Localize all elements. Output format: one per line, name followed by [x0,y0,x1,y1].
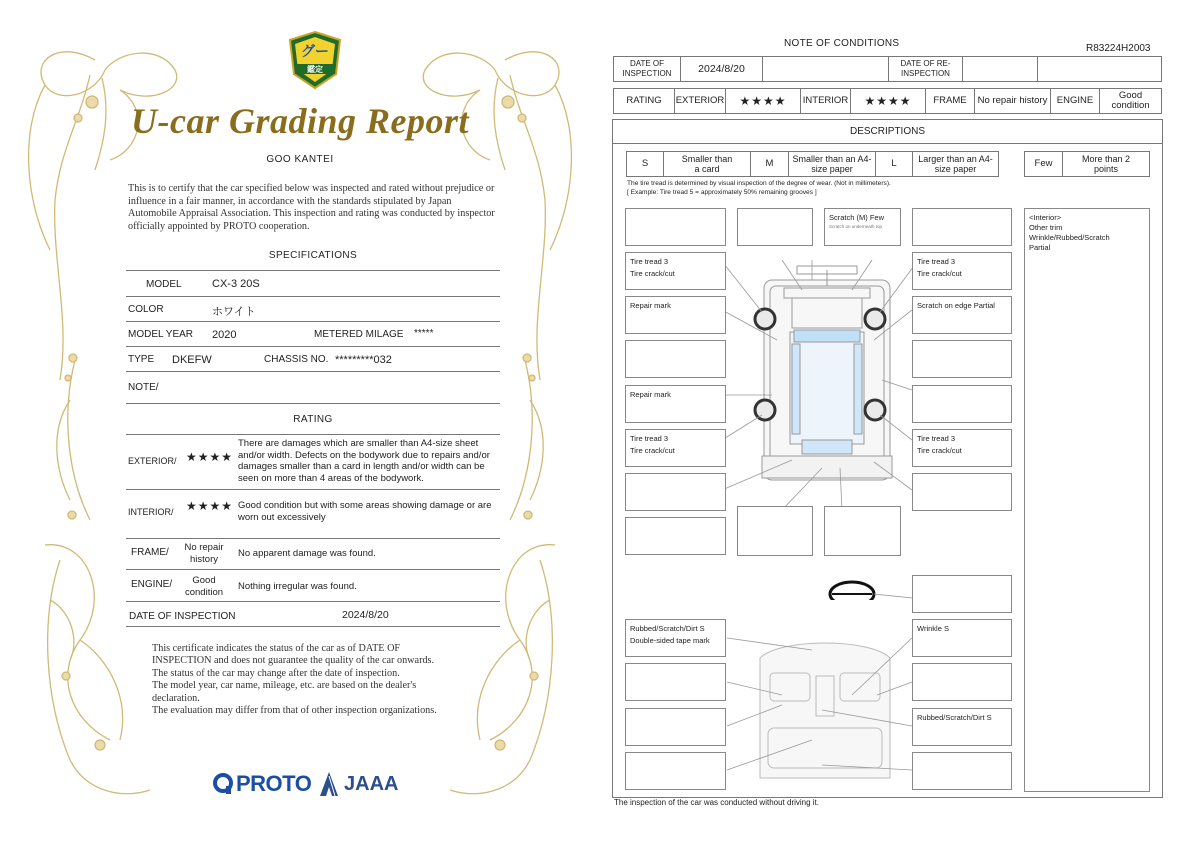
date-blank [762,56,889,82]
color-label: COLOR [128,304,164,315]
divider [126,601,500,602]
engine-value: Good condition [184,575,224,598]
desc-box-left-tire-rear [625,429,726,467]
desc-box-top-left [625,208,726,246]
exterior-stars: ★★★★ [186,450,234,464]
frame-value: No repair history [184,542,224,565]
interior-stars: ★★★★ [186,499,234,513]
interior-description: Good condition but with some areas showing damage or are worn out excessively [238,500,492,523]
int-right-wrinkle: Wrinkle S [917,624,949,633]
disclaimer [152,643,482,717]
legend-text-s: Smaller than a card [663,151,751,177]
desc-box-top-center-text: Scratch (M) Few [829,213,885,222]
left-tire-front-crack: Tire crack/cut [630,268,675,278]
legend-text-m: Smaller than an A4-size paper [788,151,876,177]
divider [126,270,500,271]
proto-logo-text: PROTO [236,771,312,796]
interior-leader-lines [612,600,1032,800]
note-title: NOTE OF CONDITIONS [784,38,900,49]
legend-key-s: S [626,151,664,177]
exterior-label: EXTERIOR/ [128,456,177,466]
interior-notes [1025,209,1149,257]
divider [126,346,500,347]
desc-box-top-center [824,208,901,246]
divider [126,538,500,539]
date-of-inspection-label: DATE OF INSPECTION [613,56,681,82]
left-repair-mark-1: Repair mark [630,301,671,310]
right-tire-rear-tread: Tire tread 3 [917,434,956,443]
interior-label: INTERIOR [800,88,851,114]
legend-key-l: L [875,151,913,177]
exterior-description: There are damages which are smaller than A4-size sheet and/or width. Defects on the bodywork due to repairs and/or damages smaller than a card in length and/or width can be seen on more than 4 areas of the bodywork. [238,438,490,484]
interior-stars: ★★★★ [850,88,926,114]
note-label: NOTE/ [128,382,159,393]
chassis-label: CHASSIS NO. [264,354,329,365]
desc-box-right-tire-front [912,252,1012,290]
left-tire-rear-crack: Tire crack/cut [630,445,675,455]
model-year-value: 2020 [212,329,237,341]
model-year-label: MODEL YEAR [128,329,194,340]
date-of-inspection-value: 2024/8/20 [680,56,763,82]
desc-box-right-scratch-edge [912,296,1012,334]
badge-text-top: グー [301,43,329,59]
descriptions-heading: DESCRIPTIONS [849,126,925,137]
int-left-tape-mark: Double-sided tape mark [630,635,710,645]
rating-label: RATING [613,88,675,114]
divider [126,371,500,372]
desc-box-top-center-subtext: Scratch on underneath top [829,223,883,229]
disclaimer-line: INSPECTION and does not guarantee the quality of the car onwards. [152,655,435,667]
desc-box-left-empty-3 [625,473,726,511]
disclaimer-line: The status of the car may change after the date of inspection. [152,667,400,679]
right-scratch-edge: Scratch on edge Partial [917,301,995,310]
proto-logo [212,770,311,798]
goo-kantei-badge [286,30,344,90]
divider [126,321,500,322]
divider [126,434,500,435]
disclaimer-line: declaration. [152,692,200,704]
left-tire-rear-tread: Tire tread 3 [630,434,669,443]
left-tire-front-tread: Tire tread 3 [630,257,669,266]
reinspection-value [962,56,1038,82]
engine-description: Nothing irregular was found. [238,581,357,592]
report-title: U-car Grading Report [130,101,469,141]
type-label: TYPE [128,354,155,365]
interior-label: INTERIOR/ [128,507,174,517]
reinspection-blank [1037,56,1162,82]
right-tire-front-tread: Tire tread 3 [917,257,956,266]
legend-text-few: More than 2 points [1062,151,1150,177]
int-left-rubbed: Rubbed/Scratch/Dirt S [630,624,705,633]
divider [126,403,500,404]
type-value: DKEFW [172,354,212,366]
interior-notes-line: Other trim [1029,223,1063,232]
legend-key-few: Few [1024,151,1063,177]
engine-label: ENGINE/ [131,579,173,590]
disclaimer-line: The model year, car name, mileage, etc. are based on the dealer's [152,680,417,692]
legend-text-l: Larger than an A4-size paper [912,151,999,177]
right-tire-rear-crack: Tire crack/cut [917,445,962,455]
metered-mileage-value: ***** [414,328,434,339]
footer-note: The inspection of the car was conducted without driving it. [614,798,819,807]
desc-box-left-empty-1 [625,340,726,378]
interior-notes-line: Partial [1029,243,1051,252]
desc-box-right-empty-3 [912,473,1012,511]
steering-wheel-icon [830,582,874,600]
interior-notes-line: <Interior> [1029,213,1062,222]
left-repair-mark-2: Repair mark [630,390,671,399]
disclaimer-line: The evaluation may differ from that of other inspection organizations. [152,705,437,717]
chassis-value: *********032 [335,354,392,366]
specifications-heading: SPECIFICATIONS [268,250,358,261]
desc-box-bottom-left [625,517,726,555]
proto-logo-icon [212,772,234,796]
divider [126,569,500,570]
date-of-reinspection-label: DATE OF RE-INSPECTION [888,56,963,82]
model-value: CX-3 20S [212,278,260,290]
exterior-label: EXTERIOR [674,88,726,114]
exterior-stars: ★★★★ [725,88,801,114]
desc-box-bottom-mid-left [737,506,813,556]
divider [126,489,500,490]
color-value: ホワイト [212,306,256,318]
certification-statement: This is to certify that the car specified below was inspected and rated without prejudice or influence in a fair manner, in accordance with the standards stipulated by Japan Automobile Appraisal Association. This inspection and rating was conducted by inspector officially appointed by PROTO cooperation. [128,183,495,232]
divider [126,626,500,627]
tire-note: The tire tread is determined by visual inspection of the degree of wear. (Not in millimeters). [627,180,891,187]
badge-text-bottom: 鑑定 [307,65,323,74]
desc-box-right-empty-2 [912,385,1012,423]
inspection-date-label: DATE OF INSPECTION [129,611,236,622]
inspection-date-value: 2024/8/20 [342,609,389,621]
interior-notes-panel [1024,208,1150,792]
disclaimer-line: This certificate indicates the status of the car as of DATE OF [152,643,401,654]
frame-value: No repair history [974,88,1051,114]
issuer-name: GOO KANTEI [266,154,334,165]
divider [126,296,500,297]
reference-number: R83224H2003 [1086,43,1151,54]
desc-box-right-empty-1 [912,340,1012,378]
legend-key-m: M [750,151,789,177]
frame-description: No apparent damage was found. [238,548,376,559]
metered-mileage-label: METERED MILAGE [314,329,404,340]
jaaa-logo [318,770,398,798]
desc-box-top-right [912,208,1012,246]
desc-box-left-repair-1 [625,296,726,334]
desc-box-left-tire-front [625,252,726,290]
tire-example: [ Example: Tire tread 5 = approximately 50% remaining grooves ] [627,189,817,196]
frame-label: FRAME/ [131,547,169,558]
desc-box-top-mid-left [737,208,813,246]
engine-value: Good condition [1099,88,1162,114]
note-of-conditions [600,0,1200,848]
divider [612,143,1163,144]
frame-label: FRAME [925,88,975,114]
int-right-rubbed: Rubbed/Scratch/Dirt S [917,713,992,722]
jaaa-logo-icon [318,771,340,797]
rating-heading: RATING [293,414,333,425]
desc-box-bottom-mid-right [824,506,901,556]
interior-notes-line: Wrinkle/Rubbed/Scratch [1029,233,1110,242]
desc-box-right-tire-rear [912,429,1012,467]
model-label: MODEL [146,279,182,290]
jaaa-logo-text: JAAA [344,772,399,795]
desc-box-left-repair-2 [625,385,726,423]
engine-label: ENGINE [1050,88,1100,114]
right-tire-front-crack: Tire crack/cut [917,268,962,278]
